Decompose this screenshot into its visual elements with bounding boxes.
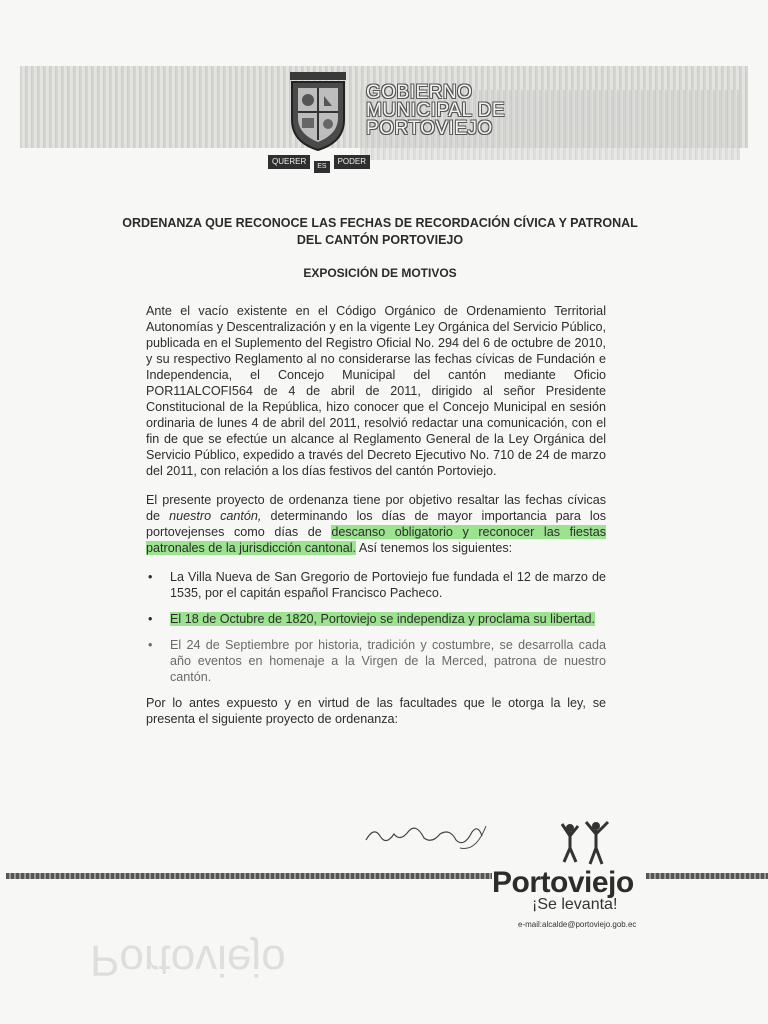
paragraph: Por lo antes expuesto y en virtud de las facultades que le otorga la ley, se presenta el siguiente proyecto de ordenanza: (146, 696, 606, 726)
motto-ribbon (268, 152, 372, 172)
motto-word: QUERER (268, 155, 310, 169)
paragraph (146, 492, 606, 556)
list-item: • La Villa Nueva de San Gregorio de Portoviejo fue fundada el 12 de marzo de 1535, por el capitán español Francisco Pacheco. (170, 569, 606, 601)
logo-tagline: ¡Se levanta! (532, 896, 618, 913)
brand-line: PORTOVIEJO (366, 118, 493, 139)
paragraph-text: Así tenemos los siguientes: (356, 541, 513, 555)
brand-line: GOBIERNO (366, 82, 473, 103)
footer-email: e-mail:alcalde@portoviejo.gob.ec (518, 920, 637, 929)
document-body (146, 303, 606, 740)
list-item (170, 611, 606, 627)
footer-rule (646, 873, 768, 879)
dates-list (146, 569, 606, 685)
municipal-seal-icon (282, 68, 354, 154)
footer-logo (492, 866, 662, 929)
handwritten-signature (360, 818, 490, 854)
logo-name: Portoviejo (492, 866, 634, 899)
section-heading: EXPOSICIÓN DE MOTIVOS (303, 266, 457, 280)
document-title: ORDENANZA QUE RECONOCE LAS FECHAS DE RECORDACIÓN CÍVICA Y PATRONAL DEL CANTÓN PORTOVIEJO (122, 216, 638, 247)
brand-line: MUNICIPAL DE (366, 100, 506, 121)
paragraph: Ante el vacío existente en el Código Orgánico de Ordenamiento Territorial Autonomías y Descentralización y en la vigente Ley Orgánica del Servicio Público, publicada en el Suplemento del Registro Oficial No. 294 del 6 de octubre de 2010, y su respectivo Reglamento al no considerarse las fechas cívicas de Fundación e Independencia, el Concejo Municipal del cantón mediante Oficio POR11ALCOFI564 de 4 de abril de 2011, dirigido al señor Presidente Constitucional de la República, hizo conocer que el Concejo Municipal en sesión ordinaria de lunes 4 de abril del 2011, resolvió redactar una comunicación, con el fin de que se efectúe un alcance al Reglamento General de la Ley Orgánica del Servicio Público, expedido a través del Decreto Ejecutivo No. 710 de 24 de marzo del 2011, con relación a los días festivos del cantón Portoviejo. (146, 304, 606, 478)
paragraph-text: determinando los días de mayor importancia para los portovejenses como días de (146, 509, 607, 539)
municipal-brand (366, 84, 505, 138)
celebrating-figures-icon (556, 818, 616, 868)
highlighted-text: descanso obligatorio y reconocer las fiestas patronales de la jurisdicción cantonal. (146, 525, 606, 555)
footer-rule (6, 873, 492, 879)
paragraph-text: El presente proyecto de ordenanza tiene por objetivo resaltar las fechas cívicas de (146, 493, 606, 523)
bleed-through-watermark: Portoviejo (90, 936, 286, 985)
highlighted-text: El 18 de Octubre de 1820, Portoviejo se independiza y proclama su libertad. (170, 612, 595, 626)
motto-word: PODER (334, 155, 370, 169)
list-item: • El 24 de Septiembre por historia, tradición y costumbre, se desarrolla cada año eventos en homenaje a la Virgen de la Merced, patrona de nuestro cantón. (170, 637, 606, 685)
motto-word: ES (314, 161, 329, 173)
paragraph-text: nuestro cantón, (169, 509, 262, 523)
